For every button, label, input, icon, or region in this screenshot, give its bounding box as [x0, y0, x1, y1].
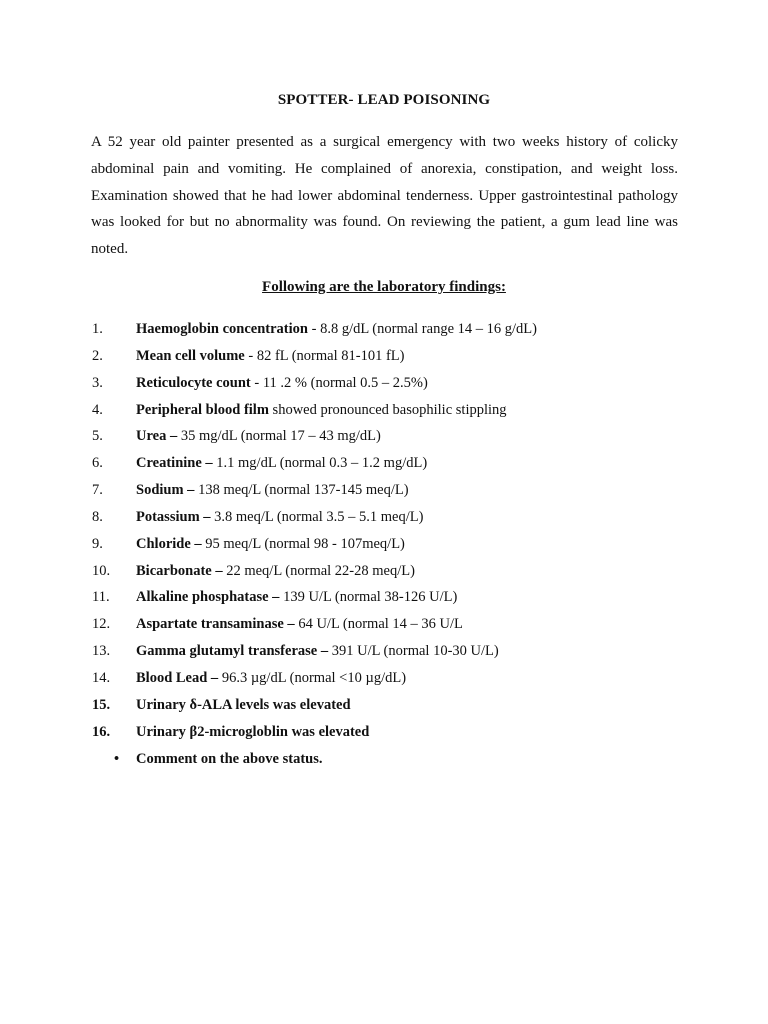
finding-term: Haemoglobin concentration	[136, 321, 308, 337]
item-number: 4.	[92, 401, 103, 418]
item-number: 7.	[92, 482, 103, 499]
finding-term: Mean cell volume	[136, 347, 245, 364]
list-item	[92, 370, 692, 397]
finding-detail: 64 U/L (normal 14 – 36 U/L	[294, 616, 463, 633]
item-number: 6.	[92, 455, 103, 472]
finding-term: Urinary δ-ALA levels was elevated	[136, 696, 351, 713]
list-item	[92, 719, 692, 746]
finding-term: Sodium –	[136, 482, 195, 499]
finding-term: Urinary β2-microgloblin was elevated	[136, 723, 370, 740]
list-item	[92, 477, 692, 504]
document-title: SPOTTER- LEAD POISONING	[277, 92, 491, 108]
list-item	[92, 558, 692, 585]
finding-term: Blood Lead –	[136, 669, 219, 686]
case-description: A 52 year old painter presented as a surgical emergency with two weeks history of colicky abdominal pain and vomiting. He complained of anorexia, constipation, and weight loss. Examination showed that he had lower abdominal tenderness. Upper gastrointestinal pathology was looked for but no abnormality was found. On reviewing the patient, a gum lead line was noted.	[91, 134, 678, 258]
item-number: 1.	[92, 321, 103, 337]
list-item	[92, 638, 692, 665]
list-item	[92, 665, 692, 692]
item-number: 10.	[92, 562, 111, 579]
finding-term: Gamma glutamyl transferase –	[136, 643, 329, 660]
item-number: 5.	[92, 428, 103, 445]
finding-term: Aspartate transaminase –	[136, 616, 295, 633]
finding-detail: 391 U/L (normal 10-30 U/L)	[328, 643, 499, 660]
findings-list	[92, 316, 692, 772]
item-number: 2.	[92, 347, 103, 364]
item-number: 14.	[92, 669, 111, 686]
list-item	[92, 397, 692, 424]
list-item	[92, 316, 692, 343]
finding-detail: showed pronounced basophilic stippling	[268, 401, 507, 418]
finding-detail: 1.1 mg/dL (normal 0.3 – 1.2 mg/dL)	[212, 455, 428, 472]
item-number: 8.	[92, 508, 103, 525]
item-number: 12.	[92, 616, 111, 633]
finding-term: Chloride –	[136, 535, 202, 552]
list-item	[92, 584, 692, 611]
finding-detail: 22 meq/L (normal 22-28 meq/L)	[222, 562, 415, 579]
list-item	[92, 423, 692, 450]
finding-term: Creatinine –	[136, 455, 213, 472]
list-item	[92, 504, 692, 531]
finding-detail: 95 meq/L (normal 98 - 107meq/L)	[201, 535, 405, 552]
finding-detail: 139 U/L (normal 38-126 U/L)	[279, 589, 458, 606]
list-item	[92, 611, 692, 638]
finding-detail: 96.3 µg/dL (normal <10 µg/dL)	[218, 669, 407, 686]
bullet-icon: •	[114, 750, 120, 767]
finding-term: Urea –	[136, 428, 178, 445]
bullet-text: Comment on the above status.	[136, 750, 323, 767]
bullet-item	[92, 746, 692, 773]
list-item	[92, 531, 692, 558]
finding-detail: - 11 .2 % (normal 0.5 – 2.5%)	[250, 374, 428, 391]
item-number: 15.	[92, 696, 111, 713]
finding-term: Peripheral blood film	[136, 401, 269, 418]
list-item	[92, 692, 692, 719]
list-item	[92, 450, 692, 477]
finding-detail: - 82 fL (normal 81-101 fL)	[244, 347, 405, 364]
findings-heading: Following are the laboratory findings:	[262, 279, 506, 295]
finding-term: Bicarbonate –	[136, 562, 223, 579]
item-number: 9.	[92, 535, 103, 552]
finding-detail: - 8.8 g/dL (normal range 14 – 16 g/dL)	[307, 321, 537, 337]
finding-term: Reticulocyte count	[136, 374, 251, 391]
finding-detail: 35 mg/dL (normal 17 – 43 mg/dL)	[177, 428, 381, 445]
item-number: 3.	[92, 374, 103, 391]
item-number: 11.	[92, 589, 110, 606]
finding-term: Alkaline phosphatase –	[136, 589, 280, 606]
finding-detail: 3.8 meq/L (normal 3.5 – 5.1 meq/L)	[210, 508, 424, 525]
finding-detail: 138 meq/L (normal 137-145 meq/L)	[194, 482, 409, 499]
item-number: 13.	[92, 643, 111, 660]
item-number: 16.	[92, 723, 111, 740]
list-item	[92, 343, 692, 370]
finding-term: Potassium –	[136, 508, 211, 525]
